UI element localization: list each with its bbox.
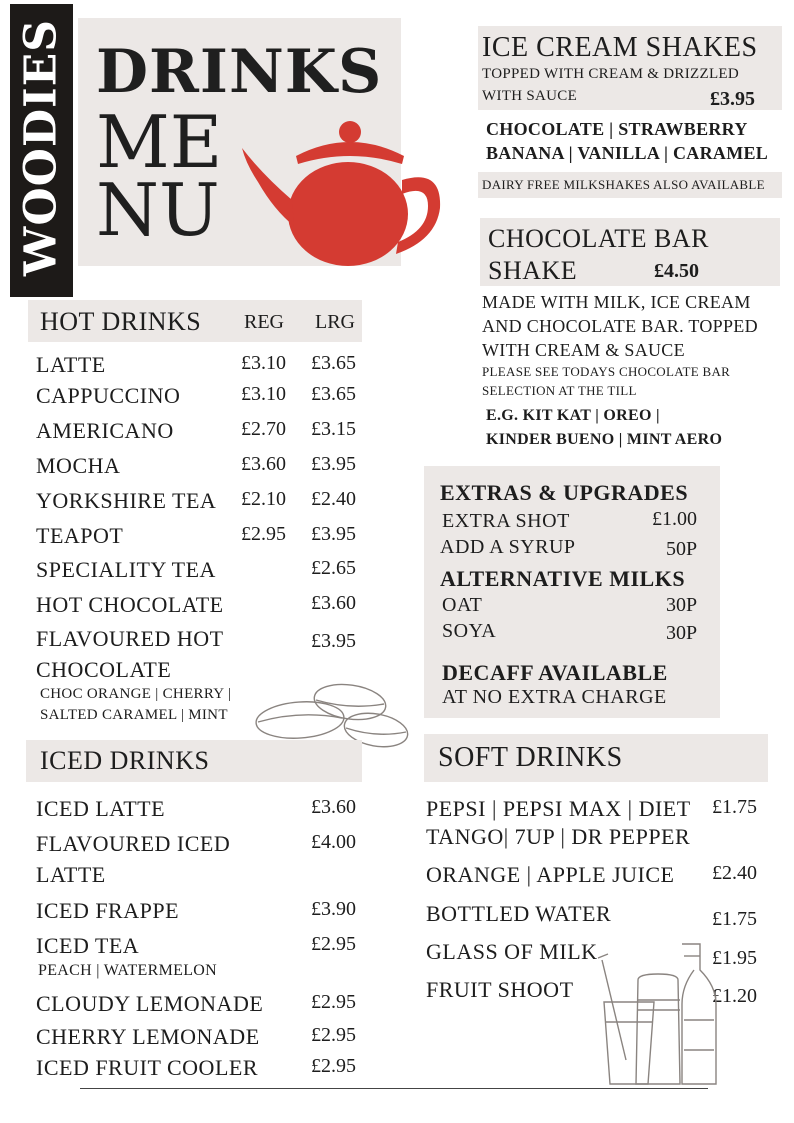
alt-milks-heading: ALTERNATIVE MILKS: [440, 566, 686, 591]
alt-milk-name: OAT: [442, 594, 483, 616]
hot-drink-lrg-price: £3.95: [311, 453, 356, 475]
hot-drinks-header: [28, 300, 362, 342]
hot-drink-name: MOCHA: [36, 453, 121, 478]
iced-drinks-heading: ICED DRINKS: [40, 746, 210, 775]
hot-drinks-heading: HOT DRINKS: [40, 307, 202, 336]
hot-drink-lrg-price: £3.95: [311, 523, 356, 545]
decaf-heading: DECAFF AVAILABLE: [442, 660, 668, 685]
soft-drink-price: £1.95: [712, 947, 757, 969]
soft-drinks-header: [424, 734, 768, 782]
title-line-1: DRINKS: [96, 37, 383, 107]
shakes-price: £3.95: [710, 88, 755, 110]
iced-drink-price: £2.95: [311, 1055, 356, 1077]
dairy-free-panel: [478, 172, 782, 198]
flavoured-options-1: CHOC ORANGE | CHERRY |: [40, 686, 232, 702]
extras-item-name: EXTRA SHOT: [442, 510, 570, 532]
iced-drink-name-line2: LATTE: [36, 862, 106, 887]
soft-drink-name: GLASS OF MILK: [426, 939, 598, 964]
choc-bar-note-1: PLEASE SEE TODAYS CHOCOLATE BAR: [482, 364, 731, 379]
flavoured-hot-choc-line2: CHOCOLATE: [36, 657, 172, 682]
hot-drink-lrg-price: £3.15: [311, 418, 356, 440]
choc-bar-desc-2: AND CHOCOLATE BAR. TOPPED: [482, 316, 758, 336]
extras-panel: [424, 466, 720, 718]
iced-drinks-header: [26, 740, 362, 782]
iced-drink-price: £3.90: [311, 898, 356, 920]
soft-drink-name: FRUIT SHOOT: [426, 977, 574, 1002]
soft-drink-price: £1.75: [712, 796, 757, 818]
shakes-panel: [478, 26, 782, 110]
hot-drink-name: LATTE: [36, 352, 106, 377]
iced-drink-name: ICED LATTE: [36, 796, 166, 821]
title-line-2: ME: [96, 100, 223, 184]
col-lrg-label: LRG: [315, 311, 355, 333]
iced-drink-name: FLAVOURED ICED: [36, 831, 231, 856]
shakes-heading: ICE CREAM SHAKES: [482, 32, 758, 63]
hot-drink-reg-price: £2.95: [241, 523, 286, 545]
hot-drink-lrg-price: £3.65: [311, 352, 356, 374]
title-panel: [78, 18, 401, 266]
hot-drink-name: TEAPOT: [36, 523, 124, 548]
extras-heading: EXTRAS & UPGRADES: [440, 480, 689, 505]
alt-milk-price: 30P: [666, 594, 698, 616]
iced-drink-flavours: PEACH | WATERMELON: [38, 962, 217, 979]
hot-drink-reg-price: £2.70: [241, 418, 286, 440]
hot-drink-reg-price: £3.10: [241, 352, 286, 374]
soft-drink-name: BOTTLED WATER: [426, 901, 612, 926]
alt-milk-price: 30P: [666, 622, 698, 644]
teapot-icon: [236, 118, 446, 268]
title-line-3: NU: [96, 168, 220, 252]
soft-drink-price: £1.75: [712, 908, 757, 930]
hot-drink-name: SPECIALITY TEA: [36, 557, 216, 582]
iced-drink-price: £2.95: [311, 991, 356, 1013]
hot-drink-lrg-price: £2.65: [311, 557, 356, 579]
hot-drink-name: YORKSHIRE TEA: [36, 488, 217, 513]
choc-bar-price: £4.50: [654, 260, 699, 282]
drinks-illustration-icon: [596, 940, 722, 1090]
choc-bar-heading-1: CHOCOLATE BAR: [488, 224, 710, 253]
brand-name: WOODIES: [15, 18, 67, 277]
iced-drink-name: ICED FRAPPE: [36, 898, 180, 923]
hot-drink-name: CAPPUCCINO: [36, 383, 181, 408]
alt-milk-name: SOYA: [442, 620, 497, 642]
flavoured-hot-choc-price: £3.95: [311, 630, 356, 652]
soft-drink-price: £2.40: [712, 862, 757, 884]
choc-bar-note-2: SELECTION AT THE TILL: [482, 383, 637, 398]
soft-drink-name: ORANGE | APPLE JUICE: [426, 862, 675, 887]
bottom-divider: [80, 1088, 708, 1089]
hot-drink-lrg-price: £2.40: [311, 488, 356, 510]
soft-drink-name: PEPSI | PEPSI MAX | DIET: [426, 796, 691, 821]
iced-drink-name: ICED FRUIT COOLER: [36, 1055, 258, 1080]
iced-drink-price: £4.00: [311, 831, 356, 853]
hot-drink-reg-price: £3.10: [241, 383, 286, 405]
extras-item-price: 50P: [666, 538, 698, 560]
iced-drink-price: £3.60: [311, 796, 356, 818]
soft-drink-price: £1.20: [712, 985, 757, 1007]
choc-bar-panel: [480, 218, 780, 286]
iced-drink-name: CHERRY LEMONADE: [36, 1024, 260, 1049]
shakes-flavours-1: CHOCOLATE | STRAWBERRY: [486, 119, 748, 139]
hot-drink-reg-price: £3.60: [241, 453, 286, 475]
hot-drink-reg-price: £2.10: [241, 488, 286, 510]
hot-drink-name: AMERICANO: [36, 418, 174, 443]
col-reg-label: REG: [244, 311, 284, 333]
soft-drinks-heading: SOFT DRINKS: [438, 742, 623, 773]
iced-drink-price: £2.95: [311, 1024, 356, 1046]
shakes-flavours-2: BANANA | VANILLA | CARAMEL: [486, 143, 769, 163]
shakes-desc-1: TOPPED WITH CREAM & DRIZZLED: [482, 66, 740, 82]
flavoured-hot-choc-line1: FLAVOURED HOT: [36, 626, 224, 651]
brand-logo: [10, 4, 73, 297]
iced-drink-name: CLOUDY LEMONADE: [36, 991, 264, 1016]
extras-item-name: ADD A SYRUP: [440, 536, 576, 558]
choc-bar-desc-3: WITH CREAM & SAUCE: [482, 340, 685, 360]
soft-drink-name-line2: TANGO| 7UP | DR PEPPER: [426, 824, 691, 849]
flavoured-options-2: SALTED CARAMEL | MINT: [40, 707, 228, 723]
choc-bar-desc-1: MADE WITH MILK, ICE CREAM: [482, 292, 751, 312]
choc-bar-eg-2: KINDER BUENO | MINT AERO: [486, 431, 723, 448]
iced-drink-price: £2.95: [311, 933, 356, 955]
decaf-note: AT NO EXTRA CHARGE: [442, 686, 667, 708]
hot-drink-lrg-price: £3.60: [311, 592, 356, 614]
extras-item-price: £1.00: [652, 508, 697, 530]
dairy-free-note: DAIRY FREE MILKSHAKES ALSO AVAILABLE: [482, 177, 765, 192]
shakes-desc-2: WITH SAUCE: [482, 88, 578, 104]
iced-drink-name: ICED TEA: [36, 933, 140, 958]
choc-bar-heading-2: SHAKE: [488, 256, 578, 285]
hot-drink-name: HOT CHOCOLATE: [36, 592, 224, 617]
choc-bar-eg-1: E.G. KIT KAT | OREO |: [486, 407, 660, 424]
hot-drink-lrg-price: £3.65: [311, 383, 356, 405]
